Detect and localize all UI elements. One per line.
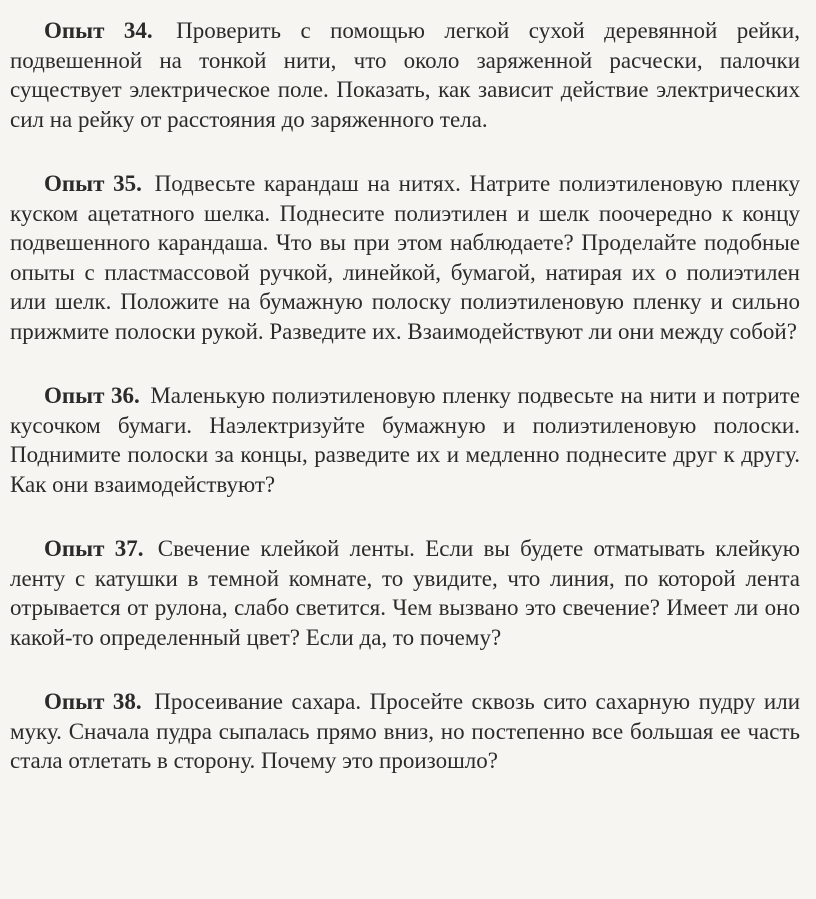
experiment-36-title: Опыт 36. <box>44 383 140 408</box>
experiment-38-paragraph <box>10 687 800 776</box>
experiment-35-text: Подвесьте карандаш на нитях. Натрите полиэтиленовую пленку куском ацетатного шелка. Поднесите полиэтилен и шелк поочередно к концу подвешенного карандаша. Что вы при этом наблюдаете? Проделайте подобные опыты с пластмассовой ручкой, линейкой, бумагой, натирая их о полиэтилен или шелк. Положите на бумажную полоску полиэтиленовую пленку и сильно прижмите полоски рукой. Разведите их. Взаимодействуют ли они между собой? <box>10 171 801 344</box>
experiment-35-title: Опыт 35. <box>44 171 142 196</box>
experiment-38-title: Опыт 38. <box>44 689 142 714</box>
experiment-34-text: Проверить с помощью легкой сухой деревянной рейки, подвешенной на тонкой нити, что около заряженной расчески, палочки существует электрическое поле. Показать, как зависит действие электрических сил на рейку от расстояния до заряженного тела. <box>10 18 800 132</box>
experiment-37-text: Свечение клейкой ленты. Если вы будете отматывать клейкую ленту с катушки в темной комнате, то увидите, что линия, по которой лента отрывается от рулона, слабо светится. Чем вызвано это свечение? Имеет ли оно какой-то определенный цвет? Если да, то почему? <box>10 536 800 650</box>
experiment-36-paragraph <box>10 381 800 499</box>
experiment-38-text: Просеивание сахара. Просейте сквозь сито сахарную пудру или муку. Сначала пудра сыпалась прямо вниз, но постепенно все большая ее часть стала отлетать в сторону. Почему это произошло? <box>10 689 800 773</box>
experiment-37-paragraph <box>10 534 800 652</box>
experiment-34-title: Опыт 34. <box>44 18 153 43</box>
experiment-36-text: Маленькую полиэтиленовую пленку подвесьте на нити и потрите кусочком бумаги. Наэлектризуйте бумажную и полиэтиленовую полоски. Поднимите полоски за концы, разведите их и медленно поднесите друг к другу. Как они взаимодействуют? <box>10 383 800 497</box>
experiment-35-paragraph <box>10 169 800 346</box>
experiment-37-title: Опыт 37. <box>44 536 144 561</box>
experiment-34-paragraph <box>10 16 800 134</box>
document-page <box>10 16 800 811</box>
